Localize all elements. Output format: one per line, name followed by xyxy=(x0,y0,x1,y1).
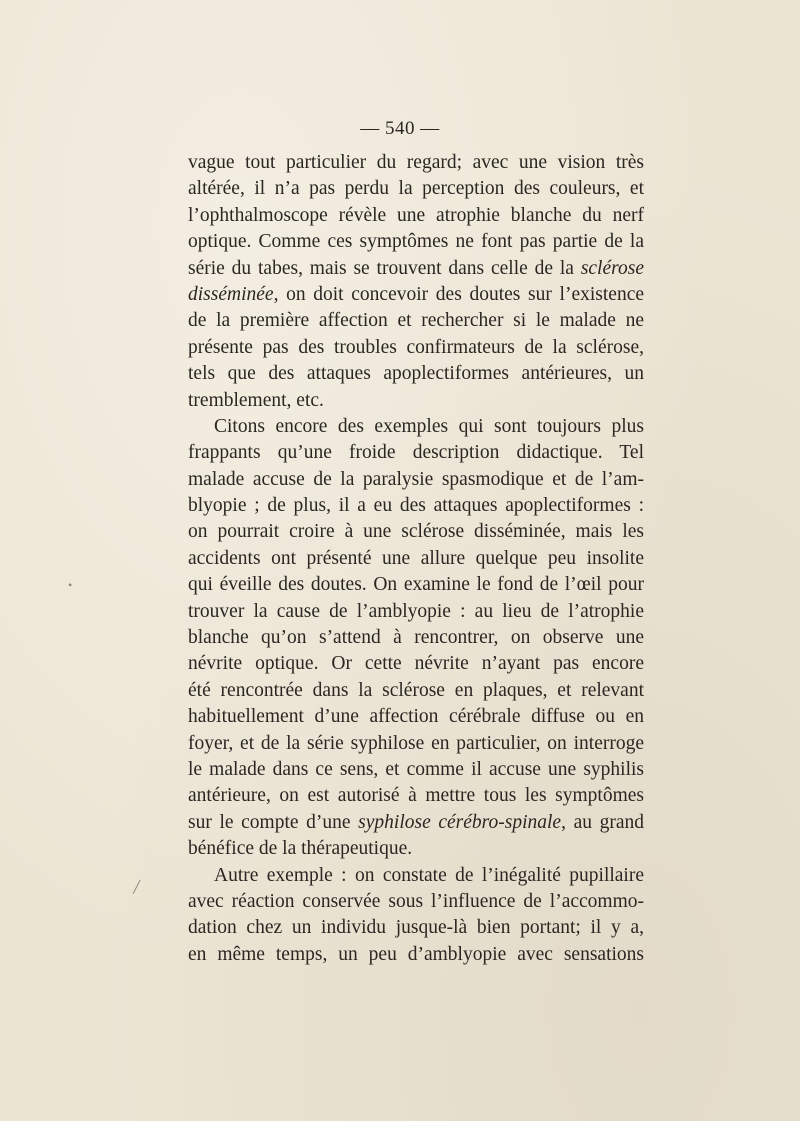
text-line: dation chez un individu jusque-là bien portant; il y a, xyxy=(188,917,644,939)
text-line: le malade dans ce sens, et comme il accuse une syphilis xyxy=(188,758,644,780)
margin-dot-mark: • xyxy=(68,578,73,592)
text-line: on pourrait croire à une sclérose disséminée, mais les xyxy=(188,521,644,543)
text-line: série du tabes, mais se trouvent dans celle de la sclérose xyxy=(188,257,644,279)
text-line: tremblement, etc. xyxy=(188,389,324,411)
text-line: sur le compte d’une syphilose cérébro-spinale, au grand xyxy=(188,811,644,833)
italic-term: sclérose xyxy=(580,257,644,279)
text-line: l’ophthalmoscope révèle une atrophie blanche du nerf xyxy=(188,204,644,226)
text-line: altérée, il n’a pas perdu la perception des couleurs, et xyxy=(188,178,644,200)
text-line: blyopie ; de plus, il a eu des attaques apoplectiformes : xyxy=(188,495,644,517)
text-line: de la première affection et rechercher si le malade ne xyxy=(188,310,644,332)
text-line: vague tout particulier du regard; avec une vision très xyxy=(188,152,644,173)
text-line: névrite optique. Or cette névrite n’ayant pas encore xyxy=(188,653,644,675)
text-line: frappants qu’une froide description didactique. Tel xyxy=(188,442,644,464)
text-line: Citons encore des exemples qui sont toujours plus xyxy=(214,415,644,437)
text-line: Autre exemple : on constate de l’inégalité pupillaire xyxy=(214,864,644,886)
text-line: habituellement d’une affection cérébrale diffuse ou en xyxy=(188,706,644,728)
text-line: bénéfice de la thérapeutique. xyxy=(188,838,413,860)
italic-term: disséminée xyxy=(188,283,274,305)
text-line: disséminée, on doit concevoir des doutes sur l’existence xyxy=(188,283,644,305)
page-number: — 540 — xyxy=(360,118,440,139)
italic-term: syphilose cérébro-spinale xyxy=(358,811,562,833)
text-line: qui éveille des doutes. On examine le fond de l’œil pour xyxy=(188,574,644,596)
paragraph-2 xyxy=(188,414,644,863)
body-text xyxy=(188,150,644,968)
text-line: avec réaction conservée sous l’influence de l’accommo- xyxy=(188,890,644,912)
margin-tick-mark: ╱ xyxy=(133,880,141,894)
text-line: tels que des attaques apoplectiformes antérieures, un xyxy=(188,363,644,385)
text-line: optique. Comme ces symptômes ne font pas partie de la xyxy=(188,231,644,253)
text-line: antérieure, on est autorisé à mettre tous les symptômes xyxy=(188,785,644,807)
paragraph-3 xyxy=(188,863,644,969)
text-line: accidents ont présenté une allure quelque peu insolite xyxy=(188,547,644,569)
text-line: blanche qu’on s’attend à rencontrer, on observe une xyxy=(188,627,644,649)
text-line: été rencontrée dans la sclérose en plaques, et relevant xyxy=(188,679,644,701)
text-line: foyer, et de la série syphilose en particulier, on interroge xyxy=(188,732,644,754)
text-line: trouver la cause de l’amblyopie : au lieu de l’atrophie xyxy=(188,600,644,622)
text-line: présente pas des troubles confirmateurs de la sclérose, xyxy=(188,336,644,358)
text-line: en même temps, un peu d’amblyopie avec sensations xyxy=(188,943,644,965)
paragraph-1 xyxy=(188,150,644,414)
text-line: malade accuse de la paralysie spasmodique et de l’am- xyxy=(188,468,644,490)
